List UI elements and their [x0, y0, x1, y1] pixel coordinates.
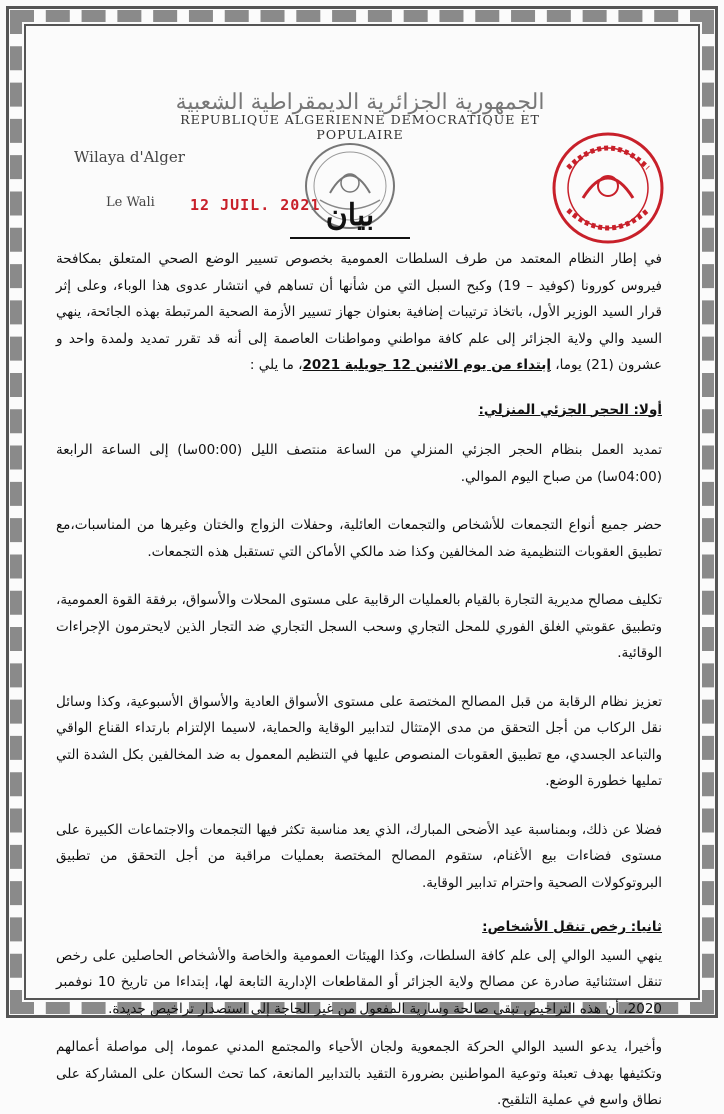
document-body [56, 246, 662, 1114]
section-1-paragraph-5: فضلا عن ذلك، وبمناسبة عيد الأضحى المبارك، الذي يعد مناسبة تكثر فيها التجمعات والاجتماعات الكبيرة على مستوى فضاءات بيع الأغنام، ستقوم المصالح المختصة بعمليات مراقبة من أجل التحقق من تطبيق البروتوكولات الصحية واحترام تدابير الوقاية. [56, 821, 662, 891]
section-1-paragraph-3: تكليف مصالح مديرية التجارة بالقيام بالعمليات الرقابية على مستوى المحلات والأسواق، برفقة القوة العمومية، وتطبيق عقوبتي الغلق الفوري للمحل التجاري وسحب السجل التجاري ضد التجار الذين لايحترمون الإجراءات الوقائية. [56, 592, 662, 661]
wali-label: Le Wali [106, 195, 155, 210]
start-date-highlight: إبتداء من يوم الاثنين 12 جويلية 2021 [302, 357, 551, 373]
intro-paragraph [56, 246, 662, 379]
republic-name-arabic: الجمهورية الجزائرية الديمقراطية الشعبية [175, 90, 545, 115]
section-2-paragraph-1: ينهي السيد الوالي إلى علم كافة السلطات، وكذا الهيئات العمومية والخاصة والأشخاص الحاصلين على رخص تنقل استثنائية صادرة عن مصالح ولاية الجزائر أو المقاطعات الإدارية التابعة لها، إبتداءا من تاريخ 10 نوفمبر 2020، أن هذه التراخيص تبقى صالحة وسارية المفعول من غير الحاجة إلى استصدار تراخيص جديدة. [56, 947, 662, 1017]
wilaya-label: Wilaya d'Alger [74, 148, 185, 166]
closing-paragraph: وأخيرا، يدعو السيد الوالي الحركة الجمعوية ولجان الأحياء والمجتمع المدني عموما، إلى مواصلة أعمالهم وتكثيفها بهدف تعبئة وتوعية المواطنين بضرورة التقيد بالتدابير المانعة، كما تحث السكان على المشاركة على نطاق واسع في عملية التلقيح. [56, 1039, 662, 1108]
date-stamp: 12 JUIL. 2021 [190, 196, 321, 214]
section-1-paragraph-4: تعزيز نظام الرقابة من قبل المصالح المختصة على مستوى الأسواق العادية والأسواق الأسبوعية، وكذا وسائل نقل الركاب من أجل التحقق من مدى الإمتثال لتدابير الوقاية والحماية، لاسيما الإلتزام بارتداء القناع الواقي والتباعد الجسدي، مع تطبيق العقوبات المنصوص عليها في التنظيم المعمول به ضد المخالفين بكل الشدة التي تمليها خطورة الوضع. [56, 693, 662, 789]
intro-text: في إطار النظام المعتمد من طرف السلطات العمومية بخصوص تسيير الوضع الصحي المتعلق بمكافحة فيروس كورونا (كوفيد – 19) وكبح السبل التي من شأنها أن تساهم في انتشار عدوى هذا الوباء، وعلى إثر قرار السيد الوزير الأول، باتخاذ ترتيبات إضافية بعنوان جهاز تسيير الأزمة الصحية المرتبطة بهذه الجائحة، ينهي السيد والي ولاية الجزائر إلى علم كافة مواطني ومواطنات العاصمة إلى أنه قد تقرر تمديد ولمدة واحد و عشرون (21) يوما، [56, 251, 663, 373]
title-underline [290, 237, 410, 239]
intro-ending: ، ما يلي : [249, 357, 303, 373]
republic-name-french: REPUBLIQUE ALGERIENNE DEMOCRATIQUE ET POPULAIRE [180, 112, 540, 142]
section-1-heading: أولا: الحجر الجزئي المنزلي: [478, 401, 662, 418]
section-1-paragraph-2: حضر جميع أنواع التجمعات للأشخاص والتجمعات العائلية، وحفلات الزواج والختان وغيرها من المناسبات،مع تطبيق العقوبات التنظيمية ضد المخالفين وكذا ضد مالكي الأماكن التي تستقبل هذه التجمعات. [56, 517, 662, 560]
official-red-stamp [548, 128, 668, 248]
section-2-heading: ثانيا: رخص تنقل الأشخاص: [482, 919, 662, 935]
document-title: بيان [325, 198, 375, 233]
section-1-paragraph-1: تمديد العمل بنظام الحجر الجزئي المنزلي من الساعة منتصف الليل (00:00سا) إلى الساعة الرابعة (04:00سا) من صباح اليوم الموالي. [56, 442, 662, 485]
